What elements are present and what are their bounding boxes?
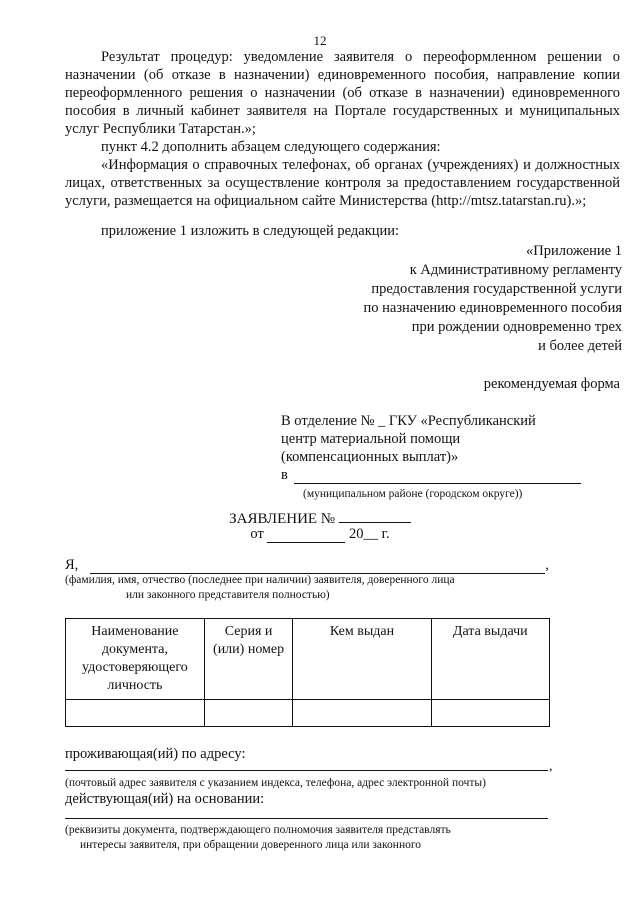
- addressee-block: [281, 412, 581, 503]
- header-series-number: Серия и (или) номер: [204, 619, 293, 700]
- address-label: проживающая(ий) по адресу:: [65, 746, 246, 762]
- paragraph-result: Результат процедур: уведомление заявителя о переоформленном решении о назначении (об отказе в назначении) единовременного пособия, направление копии переоформленного решения о назначении (об отказе в назначении) единовременного пособия в личный кабинет заявителя на Портале государственных и муниципальных услуг Республики Татарстан.»;: [65, 49, 620, 137]
- ya-label: Я,: [65, 557, 79, 573]
- appendix-line: к Административному регламенту: [409, 262, 622, 278]
- addressee-line: центр материальной помощи: [281, 431, 461, 447]
- applicant-caption-2: или законного представителя полностью): [126, 589, 330, 601]
- basis-label: действующая(ий) на основании:: [65, 791, 265, 807]
- applicant-row: [65, 557, 620, 574]
- form-number-blank: [339, 510, 411, 523]
- cell-series-number[interactable]: [204, 700, 293, 727]
- address-comma: ,: [549, 759, 553, 774]
- paragraph-point-4-2: пункт 4.2 дополнить абзацем следующего содержания:: [101, 139, 441, 155]
- basis-caption-1: (реквизиты документа, подтверждающего полномочия заявителя представлять: [65, 824, 451, 836]
- appendix-line: предоставления государственной услуги: [371, 281, 622, 297]
- address-caption: (почтовый адрес заявителя с указанием индекса, телефона, адрес электронной почты): [65, 777, 486, 789]
- recommended-form-label: рекомендуемая форма: [483, 376, 620, 392]
- municipality-caption: (муниципальном районе (городском округе)): [303, 488, 523, 500]
- paragraph-info: «Информация о справочных телефонах, об органах (учреждениях) и должностных лицах, ответственных за осуществление контроля за предоставлением государственной услуги, размещается на официальном сайте Министерства (http://mtsz.tatarstan.ru).»;: [65, 157, 620, 209]
- cell-doc-name[interactable]: [66, 700, 205, 727]
- year-part: 20__ г.: [349, 526, 390, 542]
- applicant-caption-1: (фамилия, имя, отчество (последнее при наличии) заявителя, доверенного лица: [65, 574, 455, 586]
- paragraph-appendix-intro: приложение 1 изложить в следующей редакции:: [101, 223, 400, 239]
- basis-caption-2: интересы заявителя, при обращении доверенного лица или законного: [80, 839, 422, 851]
- cell-issue-date[interactable]: [431, 700, 549, 727]
- header-issued-by: Кем выдан: [293, 619, 431, 700]
- addressee-line: В отделение № _ ГКУ «Республиканский: [281, 413, 536, 429]
- applicant-comma: ,: [545, 557, 549, 573]
- applicant-name-blank: [90, 559, 545, 574]
- date-blank: [267, 528, 345, 543]
- prefix-v: в: [281, 467, 288, 483]
- date-prefix: от: [250, 526, 264, 542]
- form-date-line: [0, 526, 640, 543]
- page-number: 12: [313, 33, 327, 48]
- municipality-blank-line: [294, 469, 581, 484]
- appendix-line: при рождении одновременно трех: [411, 319, 622, 335]
- addressee-line: (компенсационных выплат)»: [281, 449, 459, 465]
- address-blank-line: [65, 770, 548, 771]
- appendix-header: [363, 242, 622, 356]
- header-doc-name: Наименование документа, удостоверяющего личность: [66, 619, 205, 700]
- id-document-table: [65, 618, 550, 727]
- basis-blank-line: [65, 818, 548, 819]
- form-title-text: ЗАЯВЛЕНИЕ №: [229, 511, 336, 527]
- appendix-line: «Приложение 1: [526, 243, 622, 259]
- municipality-row: [281, 466, 581, 484]
- appendix-line: и более детей: [538, 338, 622, 354]
- appendix-line: по назначению единовременного пособия: [363, 300, 622, 316]
- cell-issued-by[interactable]: [293, 700, 431, 727]
- header-issue-date: Дата выдачи: [431, 619, 549, 700]
